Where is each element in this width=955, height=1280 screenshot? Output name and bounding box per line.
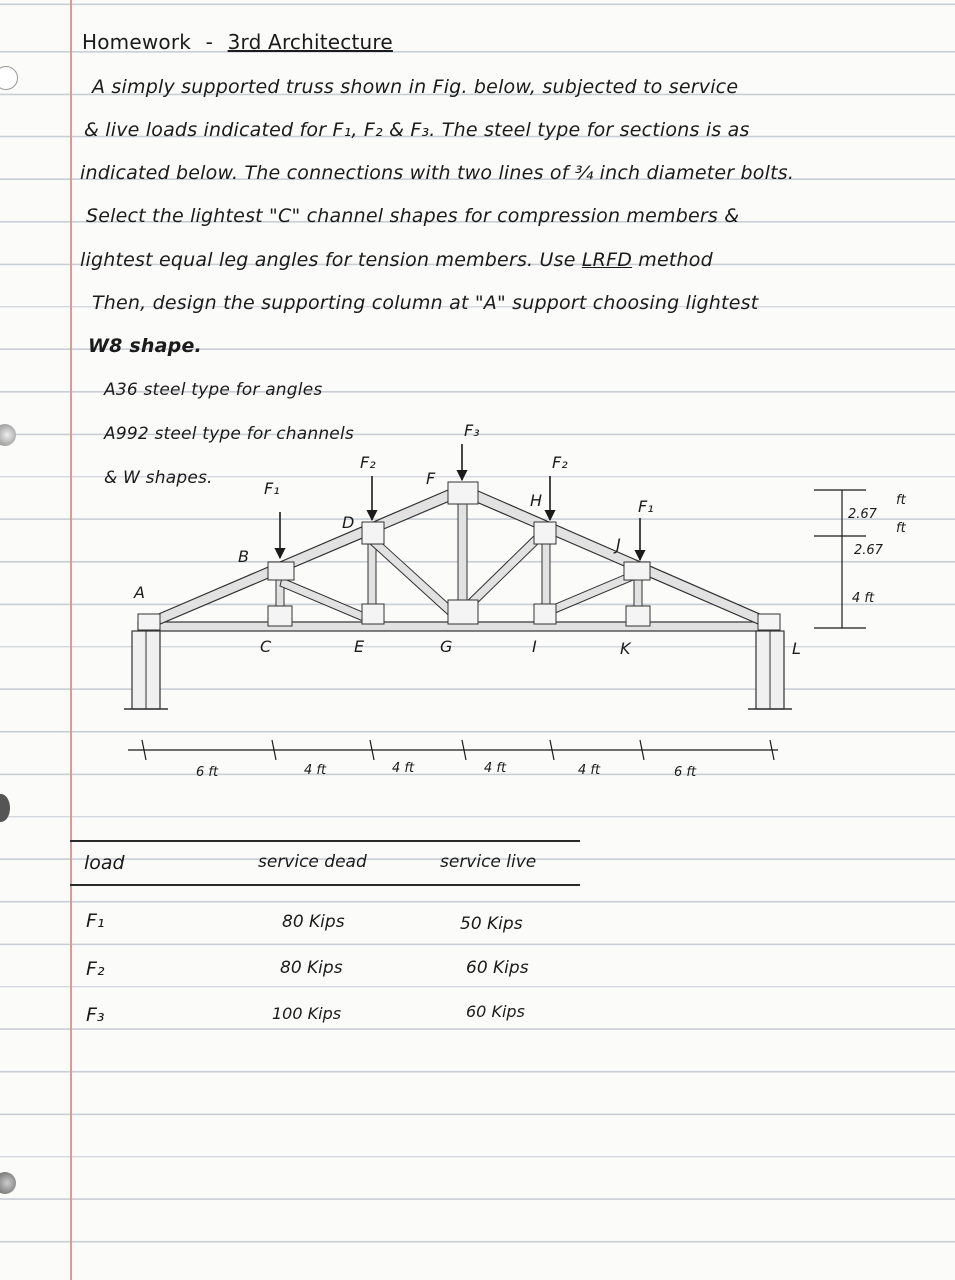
- method-suffix: method: [632, 249, 713, 271]
- problem-line-1: A simply supported truss shown in Fig. below, subjected to service: [92, 76, 739, 98]
- table-top-rule: [70, 840, 580, 842]
- table-header-dead: service dead: [258, 852, 367, 872]
- span-label-3: 4 ft: [392, 761, 415, 776]
- joint-label-H: H: [530, 491, 543, 510]
- table-row-2-live: 60 Kips: [466, 958, 529, 978]
- height-label-1: 2.67: [848, 507, 877, 522]
- span-label-4: 4 ft: [484, 761, 507, 776]
- span-dimension: [128, 740, 778, 760]
- table-row-3-load: F₃: [86, 1004, 105, 1026]
- header-title: Homework: [82, 30, 192, 54]
- binder-hole: [0, 1172, 16, 1194]
- column-A: [124, 631, 168, 709]
- problem-line-5-text: lightest equal leg angles for tension members. Use: [80, 249, 576, 271]
- table-row-3-dead: 100 Kips: [272, 1004, 342, 1023]
- joint-label-B: B: [238, 547, 249, 566]
- table-row-3-live: 60 Kips: [466, 1002, 525, 1021]
- steel-channels: A992 steel type for channels: [104, 424, 354, 444]
- table-header-rule: [70, 884, 580, 886]
- joint-label-F: F: [426, 469, 436, 488]
- table-row-1-live: 50 Kips: [460, 914, 523, 934]
- table-row-1-dead: 80 Kips: [282, 912, 345, 932]
- column-L: [748, 631, 792, 709]
- method-name: LRFD: [581, 249, 633, 271]
- joint-label-G: G: [440, 637, 453, 656]
- problem-line-2: & live loads indicated for F₁, F₂ & F₃. The steel type for sections is as: [84, 119, 750, 141]
- joint-label-L: L: [792, 639, 801, 658]
- joint-label-J: J: [616, 535, 621, 554]
- span-label-2: 4 ft: [304, 763, 327, 778]
- joint-label-E: E: [354, 637, 365, 656]
- table-row-2-dead: 80 Kips: [280, 958, 343, 978]
- table-row-1-load: F₁: [86, 910, 105, 932]
- problem-line-7: W8 shape.: [88, 335, 202, 357]
- load-label-F3: F₃: [464, 421, 480, 440]
- load-label-F1-right: F₁: [638, 497, 654, 516]
- height-label-3: 4 ft: [852, 591, 875, 606]
- joint-label-D: D: [342, 513, 355, 532]
- span-label-1: 6 ft: [196, 765, 219, 780]
- top-chord-left: [140, 484, 466, 630]
- joint-label-I: I: [532, 637, 537, 656]
- load-label-F1-left: F₁: [264, 479, 280, 498]
- problem-line-3: indicated below. The connections with two lines of ¾ inch diameter bolts.: [80, 162, 795, 184]
- load-label-F2-left: F₂: [360, 453, 376, 472]
- steel-angles: A36 steel type for angles: [104, 380, 323, 400]
- span-label-6: 6 ft: [674, 765, 697, 780]
- top-chord-right: [458, 484, 778, 630]
- table-header-live: service live: [440, 852, 537, 872]
- height-unit-2: ft: [896, 521, 906, 536]
- load-label-F2-right: F₂: [552, 453, 568, 472]
- table-header-load: load: [84, 852, 125, 874]
- height-label-2: 2.67: [854, 543, 883, 558]
- problem-line-4: Select the lightest "C" channel shapes for compression members &: [86, 205, 740, 227]
- height-unit-1: ft: [896, 493, 906, 508]
- span-label-5: 4 ft: [578, 763, 601, 778]
- joint-label-K: K: [620, 639, 631, 658]
- problem-line-6: Then, design the supporting column at "A" support choosing lightest: [92, 292, 759, 314]
- steel-wshapes: & W shapes.: [104, 468, 213, 488]
- table-row-2-load: F₂: [86, 958, 105, 980]
- header-separator: -: [205, 30, 214, 54]
- header-subject: 3rd Architecture: [227, 30, 393, 54]
- joint-label-C: C: [260, 637, 272, 656]
- joint-label-A: A: [134, 583, 145, 602]
